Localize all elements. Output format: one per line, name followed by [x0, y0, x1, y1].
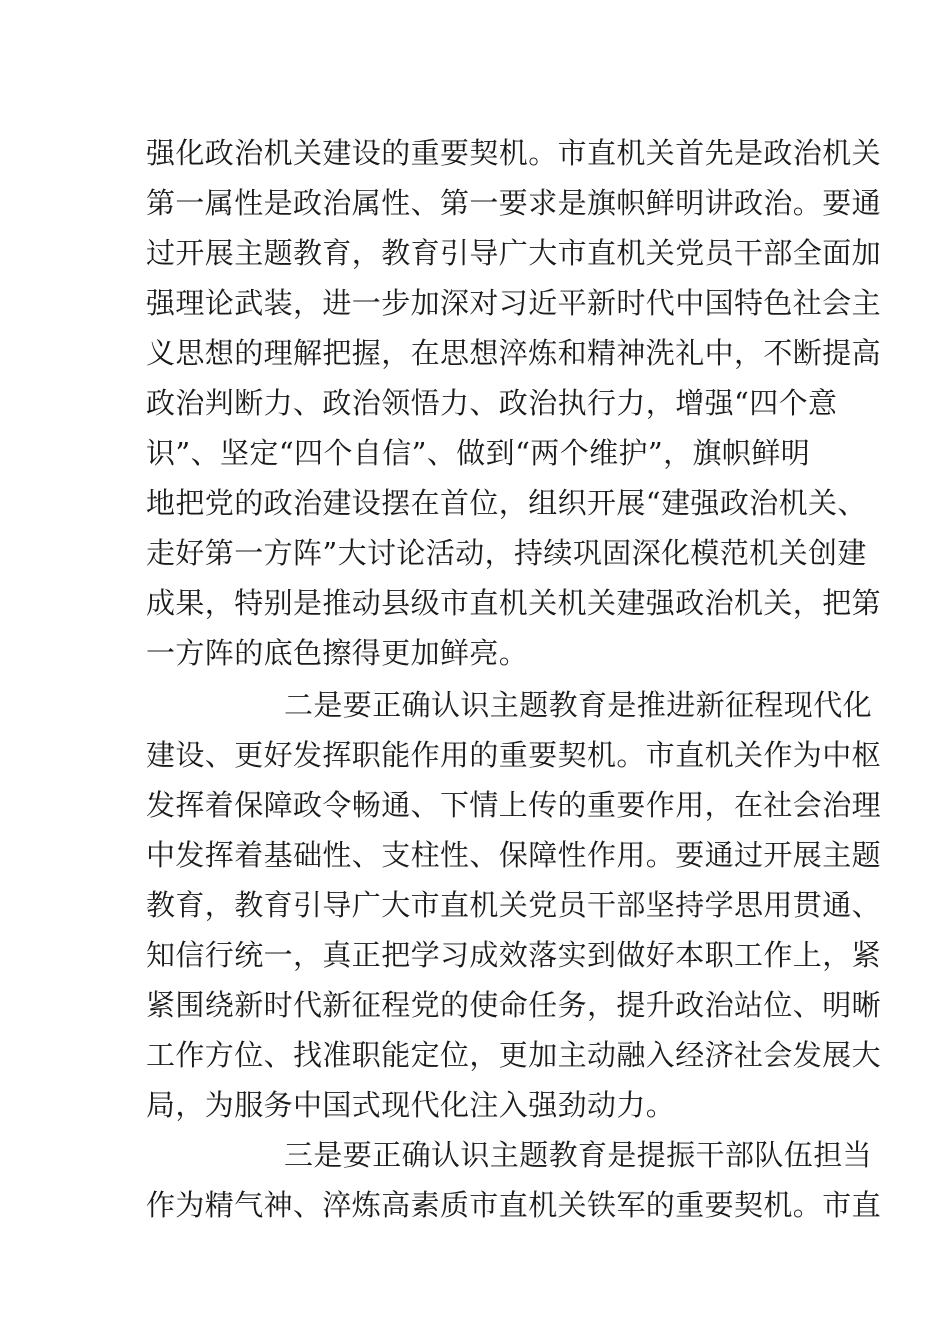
paragraph-1: [146, 128, 882, 678]
text-line: 二是要正确认识主题教育是推进新征程现代化: [284, 688, 873, 722]
text-line: 走好第一方阵”大讨论活动，持续巩固深化模范机关创建: [146, 536, 867, 570]
text-line: 工作方位、找准职能定位，更加主动融入经济社会发展大: [146, 1038, 882, 1072]
paragraph-2: [146, 680, 882, 1130]
text-line: 第一属性是政治属性、第一要求是旗帜鲜明讲政治。要通: [146, 186, 882, 220]
text-line: 识”、坚定“四个自信”、做到“两个维护”，旗帜鲜明: [146, 436, 811, 470]
text-line: 一方阵的底色擦得更加鲜亮。: [146, 636, 529, 670]
text-line: 成果，特别是推动县级市直机关机关建强政治机关，把第: [146, 586, 882, 620]
text-line: 强化政治机关建设的重要契机。市直机关首先是政治机关: [146, 136, 882, 170]
text-line: 过开展主题教育，教育引导广大市直机关党员干部全面加: [146, 236, 882, 270]
text-line: 局，为服务中国式现代化注入强劲动力。: [146, 1088, 676, 1122]
text-line: 建设、更好发挥职能作用的重要契机。市直机关作为中枢: [146, 738, 882, 772]
text-line: 政治判断力、政治领悟力、政治执行力，增强“四个意: [146, 386, 838, 420]
text-line: 知信行统一，真正把学习成效落实到做好本职工作上，紧: [146, 938, 882, 972]
text-line: 教育，教育引导广大市直机关党员干部坚持学思用贯通、: [146, 888, 882, 922]
text-line: 强理论武装，进一步加深对习近平新时代中国特色社会主: [146, 286, 882, 320]
text-line: 紧围绕新时代新征程党的使命任务，提升政治站位、明晰: [146, 988, 882, 1022]
text-line: 义思想的理解把握，在思想淬炼和精神洗礼中，不断提高: [146, 336, 882, 370]
text-line: 地把党的政治建设摆在首位，组织开展“建强政治机关、: [146, 486, 867, 520]
text-line: 发挥着保障政令畅通、下情上传的重要作用，在社会治理: [146, 788, 882, 822]
text-line: 中发挥着基础性、支柱性、保障性作用。要通过开展主题: [146, 838, 882, 872]
text-line: 作为精气神、淬炼高素质市直机关铁军的重要契机。市直: [146, 1188, 882, 1222]
paragraph-3: [146, 1130, 882, 1230]
text-line: 三是要正确认识主题教育是提振干部队伍担当: [284, 1138, 873, 1172]
